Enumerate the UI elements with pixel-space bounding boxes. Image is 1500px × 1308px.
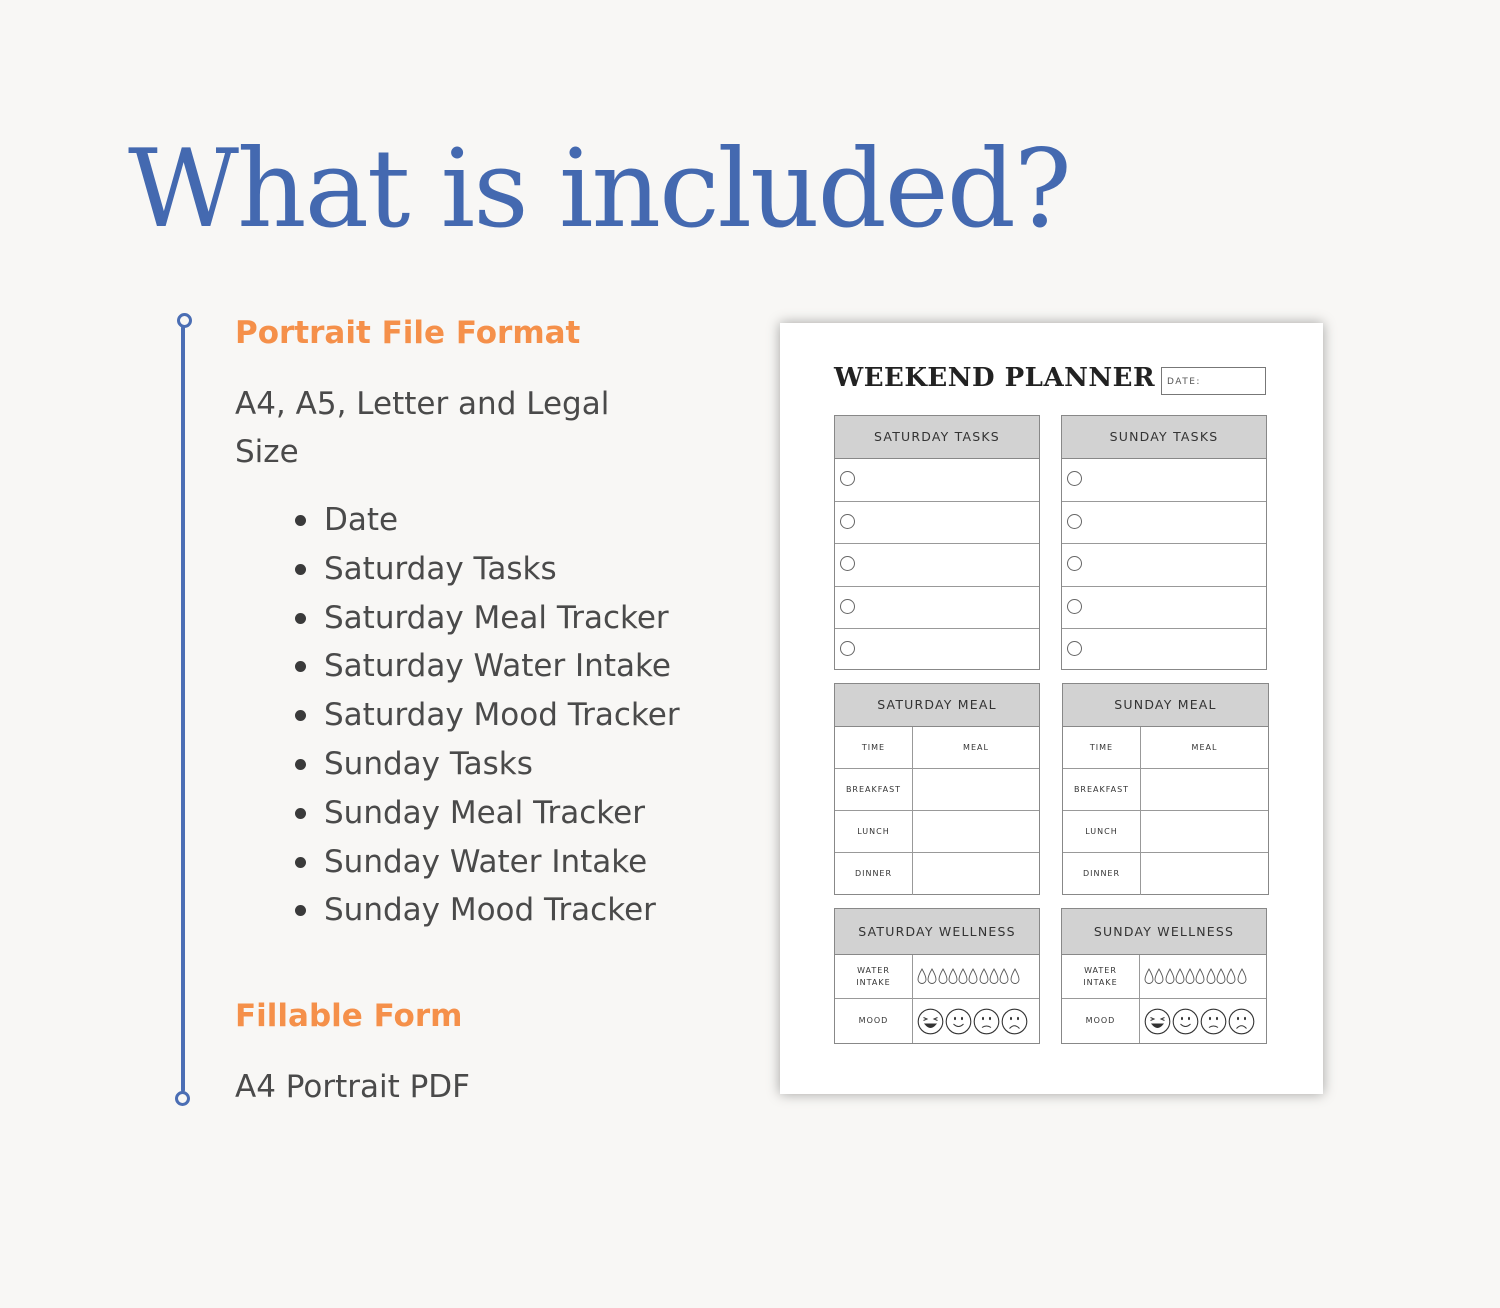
fillable-text: A4 Portrait PDF xyxy=(235,1069,470,1105)
smiling-face-icon xyxy=(945,1008,972,1035)
water-label-line1: WATER xyxy=(1084,965,1117,975)
water-drop-icon xyxy=(1185,968,1195,985)
meal-header-row xyxy=(835,727,1039,769)
timeline-top-dot xyxy=(177,313,192,328)
water-drop-icon xyxy=(1154,968,1164,985)
task-row xyxy=(835,459,1039,502)
water-drop-icon xyxy=(968,968,978,985)
task-row xyxy=(835,629,1039,672)
date-field: DATE: xyxy=(1161,367,1266,395)
checkbox-circle-icon xyxy=(840,641,855,656)
meal-entry xyxy=(913,853,1039,895)
timeline-line xyxy=(181,326,185,1092)
task-row xyxy=(835,587,1039,630)
water-drop-icon xyxy=(927,968,937,985)
water-drop-icon xyxy=(1175,968,1185,985)
planner-title: WEEKEND PLANNER xyxy=(834,363,1156,393)
meal-header-row xyxy=(1063,727,1268,769)
water-drop-icon xyxy=(917,968,927,985)
checkbox-circle-icon xyxy=(1067,514,1082,529)
water-drop-icon xyxy=(1195,968,1205,985)
meal-entry xyxy=(1141,769,1268,810)
format-sizes-line2: Size xyxy=(235,434,299,470)
water-label-line1: WATER xyxy=(857,965,890,975)
checkbox-circle-icon xyxy=(1067,641,1082,656)
mood-row xyxy=(835,999,1039,1043)
water-drop-icon xyxy=(1237,968,1247,985)
meal-col-time: TIME xyxy=(835,727,913,768)
frowning-face-icon xyxy=(1200,1008,1227,1035)
task-row xyxy=(835,544,1039,587)
feature-item: Sunday Mood Tracker xyxy=(295,886,680,935)
water-drop-icon xyxy=(1226,968,1236,985)
task-row xyxy=(1062,459,1266,502)
sunday-tasks-header: SUNDAY TASKS xyxy=(1062,416,1266,459)
mood-label: MOOD xyxy=(835,999,913,1043)
water-drop-icon xyxy=(1216,968,1226,985)
saturday-tasks-header: SATURDAY TASKS xyxy=(835,416,1039,459)
water-intake-row xyxy=(835,955,1039,999)
meal-entry xyxy=(913,811,1039,852)
checkbox-circle-icon xyxy=(840,599,855,614)
meal-row xyxy=(1063,769,1268,811)
meal-row-label: DINNER xyxy=(835,853,913,895)
water-drop-icon xyxy=(938,968,948,985)
meal-row-label: BREAKFAST xyxy=(835,769,913,810)
water-intake-label xyxy=(835,955,913,998)
water-label-line2: INTAKE xyxy=(1083,977,1118,987)
sad-face-icon xyxy=(1228,1008,1255,1035)
water-drop-icon xyxy=(1010,968,1020,985)
checkbox-circle-icon xyxy=(1067,556,1082,571)
mood-faces xyxy=(1140,999,1266,1043)
frowning-face-icon xyxy=(973,1008,1000,1035)
meal-col-time: TIME xyxy=(1063,727,1141,768)
water-drop-icon xyxy=(999,968,1009,985)
water-drops xyxy=(913,955,1039,998)
feature-item: Saturday Tasks xyxy=(295,545,680,594)
checkbox-circle-icon xyxy=(1067,599,1082,614)
sunday-meal-header: SUNDAY MEAL xyxy=(1063,684,1268,727)
format-sizes-line1: A4, A5, Letter and Legal xyxy=(235,386,610,422)
water-drop-icon xyxy=(948,968,958,985)
sunday-wellness-card xyxy=(1061,908,1267,1044)
checkbox-circle-icon xyxy=(840,556,855,571)
water-drop-icon xyxy=(1206,968,1216,985)
water-drops xyxy=(1140,955,1266,998)
checkbox-circle-icon xyxy=(1067,471,1082,486)
laughing-face-icon xyxy=(1144,1008,1171,1035)
format-heading: Portrait File Format xyxy=(235,315,581,351)
water-intake-row xyxy=(1062,955,1266,999)
task-row xyxy=(1062,629,1266,672)
task-row xyxy=(1062,587,1266,630)
sunday-meal-card xyxy=(1062,683,1269,895)
laughing-face-icon xyxy=(917,1008,944,1035)
meal-entry xyxy=(1141,853,1268,895)
checkbox-circle-icon xyxy=(840,471,855,486)
saturday-tasks-card xyxy=(834,415,1040,670)
saturday-meal-card xyxy=(834,683,1040,895)
water-drop-icon xyxy=(979,968,989,985)
checkbox-circle-icon xyxy=(840,514,855,529)
meal-row xyxy=(835,853,1039,895)
meal-row xyxy=(835,811,1039,853)
mood-row xyxy=(1062,999,1266,1043)
task-row xyxy=(1062,502,1266,545)
feature-item: Sunday Tasks xyxy=(295,740,680,789)
saturday-meal-header: SATURDAY MEAL xyxy=(835,684,1039,727)
feature-item: Date xyxy=(295,496,680,545)
feature-item: Saturday Mood Tracker xyxy=(295,691,680,740)
meal-col-meal: MEAL xyxy=(963,743,989,752)
saturday-wellness-card xyxy=(834,908,1040,1044)
meal-row-label: BREAKFAST xyxy=(1063,769,1141,810)
planner-preview xyxy=(780,323,1323,1094)
timeline-bottom-dot xyxy=(175,1091,190,1106)
sad-face-icon xyxy=(1001,1008,1028,1035)
sunday-tasks-card xyxy=(1061,415,1267,670)
task-row xyxy=(835,502,1039,545)
meal-row-label: LUNCH xyxy=(835,811,913,852)
meal-row xyxy=(1063,853,1268,895)
water-drop-icon xyxy=(1144,968,1154,985)
water-drop-icon xyxy=(989,968,999,985)
water-intake-label xyxy=(1062,955,1140,998)
saturday-wellness-header: SATURDAY WELLNESS xyxy=(835,909,1039,955)
feature-item: Saturday Water Intake xyxy=(295,642,680,691)
feature-item: Saturday Meal Tracker xyxy=(295,594,680,643)
water-drop-icon xyxy=(958,968,968,985)
water-drop-icon xyxy=(1165,968,1175,985)
task-row xyxy=(1062,544,1266,587)
fillable-heading: Fillable Form xyxy=(235,998,463,1034)
meal-row xyxy=(1063,811,1268,853)
smiling-face-icon xyxy=(1172,1008,1199,1035)
sunday-wellness-header: SUNDAY WELLNESS xyxy=(1062,909,1266,955)
meal-row-label: LUNCH xyxy=(1063,811,1141,852)
water-label-line2: INTAKE xyxy=(856,977,891,987)
feature-item: Sunday Water Intake xyxy=(295,838,680,887)
format-sizes xyxy=(235,380,609,476)
meal-col-meal: MEAL xyxy=(1191,743,1218,752)
meal-row-label: DINNER xyxy=(1063,853,1141,895)
feature-list xyxy=(295,496,680,935)
feature-item: Sunday Meal Tracker xyxy=(295,789,680,838)
meal-row xyxy=(835,769,1039,811)
meal-entry xyxy=(1141,811,1268,852)
meal-entry xyxy=(913,769,1039,810)
mood-label: MOOD xyxy=(1062,999,1140,1043)
mood-faces xyxy=(913,999,1039,1043)
page-title: What is included? xyxy=(128,127,1070,252)
